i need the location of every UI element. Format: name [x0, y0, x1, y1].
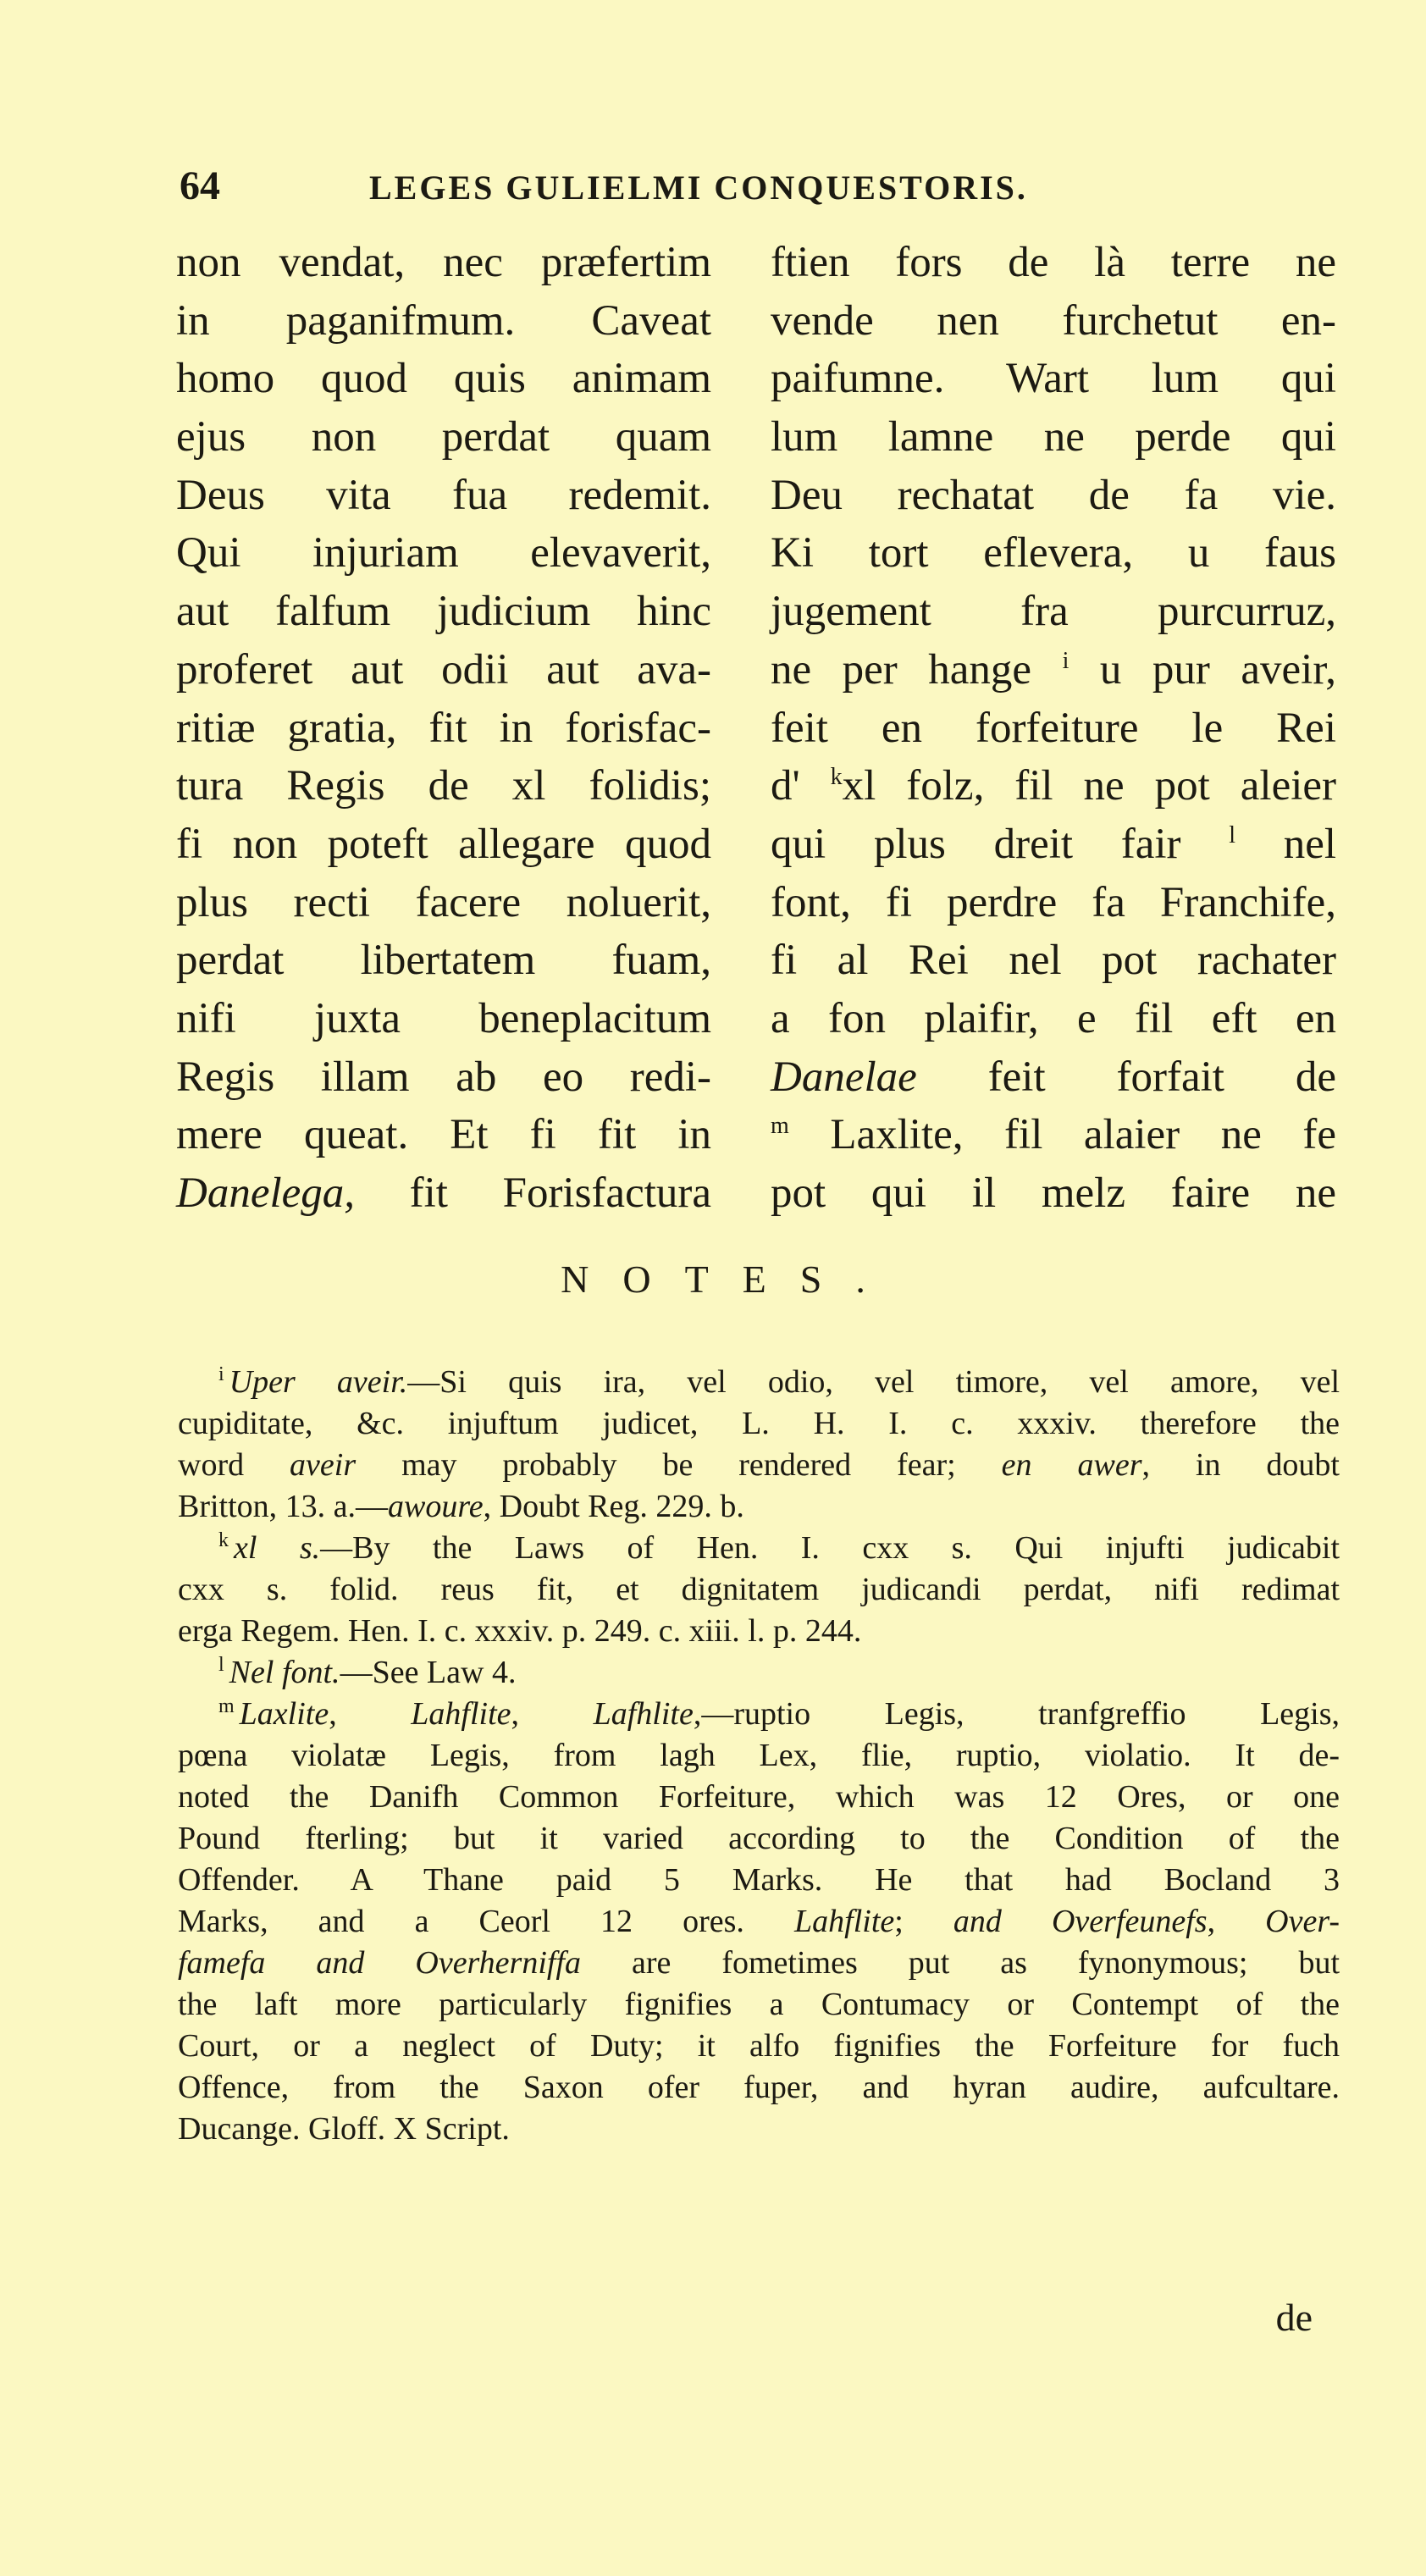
note-italic: and Overfeunefs	[953, 1904, 1208, 1939]
note-line	[178, 1445, 1340, 1486]
note-text: word	[178, 1447, 290, 1483]
french-line: ftien fors de là terre ne	[771, 239, 1336, 286]
french-line: fi al Rei nel pot rachater	[771, 937, 1336, 985]
note-text: , Doubt Reg. 229. b.	[483, 1489, 744, 1524]
french-line: paifumne. Wart lum qui	[771, 355, 1336, 403]
note-text: are fometimes put as fynonymous; but	[581, 1945, 1340, 1981]
latin-line: Regis illam ab eo redi-	[176, 1053, 711, 1101]
note-marker: m	[218, 1695, 235, 1718]
latin-line: ejus non perdat quam	[176, 413, 711, 462]
note-text: ,	[1207, 1904, 1266, 1939]
french-text: u pur aveir,	[1099, 645, 1337, 694]
note-italic: Lahflite	[411, 1696, 511, 1732]
french-text: feit forfait de	[987, 1053, 1336, 1101]
note-line	[178, 1694, 1340, 1735]
note-text: ,	[511, 1696, 594, 1732]
note-line: erga Regem. Hen. I. c. xxxiv. p. 249. c. xiii. l. p. 244.	[178, 1613, 862, 1649]
note-italic: famefa and Overherniffa	[178, 1945, 581, 1981]
note-line: Offence, from the Saxon ofer fuper, and hyran audire, aufcultare.	[178, 2070, 1340, 2105]
french-line: font, fi perdre fa Franchife,	[771, 878, 1336, 926]
note-text: Britton, 13. a.—	[178, 1489, 389, 1524]
page-header	[180, 163, 1263, 213]
note-line	[178, 1528, 1340, 1569]
running-head: LEGES GULIELMI CONQUESTORIS.	[369, 169, 1028, 207]
french-text: nel	[1283, 820, 1337, 868]
french-line: a fon plaifir, e fil eft en	[771, 994, 1336, 1042]
footnote-marker: k	[830, 764, 843, 791]
note-line: Court, or a neglect of Duty; it alfo fignifies the Forfeiture for fuch	[178, 2028, 1340, 2064]
french-italic-text: Danelae	[771, 1053, 917, 1101]
latin-line: mere queat. Et fi fit in	[176, 1111, 711, 1159]
french-line: Ki tort eflevera, u faus	[771, 529, 1336, 578]
page-number: 64	[180, 163, 220, 208]
latin-line	[176, 1164, 711, 1223]
note-line	[178, 1362, 1340, 1403]
latin-line: fi non poteft allegare quod	[176, 820, 711, 868]
latin-line: ritiæ gratia, fit in forisfac-	[176, 704, 711, 752]
note-marker: k	[218, 1529, 229, 1552]
french-line	[771, 1048, 1336, 1107]
note-line	[178, 1901, 1340, 1943]
note-line	[178, 1486, 1340, 1528]
note-lemma: Nel font.	[229, 1655, 340, 1690]
note-line: the laft more particularly fignifies a Contumacy or Contempt of the	[178, 1987, 1340, 2022]
note-text: ,—ruptio Legis, tranfgreffio Legis,	[693, 1696, 1340, 1732]
french-line	[771, 641, 1336, 699]
note-italic: Lahflite	[794, 1904, 895, 1939]
french-line: jugement fra purcurruz,	[771, 588, 1336, 636]
latin-line: perdat libertatem fuam,	[176, 937, 711, 985]
note-text: , in doubt	[1141, 1447, 1340, 1483]
french-line: vende nen furchetut en-	[771, 296, 1336, 345]
french-line	[771, 1106, 1336, 1164]
latin-line: tura Regis de xl folidis;	[176, 762, 711, 810]
note-text: ;	[894, 1904, 953, 1939]
french-text: ne per hange	[771, 645, 1032, 694]
french-text: qui plus dreit fair	[771, 820, 1181, 868]
french-text: Laxlite, fil alaier ne fe	[830, 1111, 1336, 1159]
latin-line: in paganifmum. Caveat	[176, 296, 711, 345]
note-text: Marks, and a Ceorl 12 ores.	[178, 1904, 795, 1939]
french-text: xl folz, fil ne pot aleier	[842, 762, 1336, 810]
note-line: cupiditate, &c. injuftum judicet, L. H. I. c. xxxiv. therefore the	[178, 1406, 1340, 1441]
note-line: Ducange. Gloff. X Script.	[178, 2111, 510, 2147]
note-m	[178, 1694, 1340, 2150]
latin-italic-text: Danelega,	[176, 1169, 356, 1217]
latin-line: proferet aut odii aut ava-	[176, 645, 711, 694]
notes-section	[178, 1362, 1340, 2150]
footnote-marker: l	[1229, 821, 1235, 849]
note-marker: i	[218, 1363, 224, 1386]
french-line: feit en forfeiture le Rei	[771, 704, 1336, 752]
french-line	[771, 815, 1336, 874]
latin-line: non vendat, nec præfertim	[176, 239, 711, 286]
note-text: may probably be rendered fear;	[356, 1447, 1002, 1483]
latin-text: fit Forisfactura	[355, 1169, 711, 1217]
latin-text-column	[176, 234, 711, 1223]
note-lemma: Uper aveir.	[229, 1364, 408, 1400]
latin-line: Qui injuriam elevaverit,	[176, 529, 711, 578]
note-line	[178, 1943, 1340, 1984]
note-line: noted the Danifh Common Forfeiture, which was 12 Ores, or one	[178, 1779, 1340, 1815]
note-line: cxx s. folid. reus fit, et dignitatem judicandi perdat, nifi redimat	[178, 1572, 1340, 1607]
note-l	[178, 1652, 1340, 1694]
note-line: Offender. A Thane paid 5 Marks. He that had Bocland 3	[178, 1862, 1340, 1898]
note-text: —Si quis ira, vel odio, vel timore, vel amore, vel	[407, 1364, 1340, 1400]
note-italic: en awer	[1001, 1447, 1142, 1483]
latin-line: homo quod quis animam	[176, 355, 711, 403]
note-line: pœna violatæ Legis, from lagh Lex, flie, ruptio, violatio. It de-	[178, 1738, 1340, 1773]
french-text-column	[771, 234, 1336, 1223]
note-italic: Lafhlite	[593, 1696, 694, 1732]
note-text: ,	[329, 1696, 412, 1732]
latin-line: Deus vita fua redemit.	[176, 471, 711, 519]
note-line: Pound fterling; but it varied according to the Condition of the	[178, 1821, 1340, 1856]
french-line: lum lamne ne perde qui	[771, 413, 1336, 462]
note-line	[178, 1652, 1340, 1694]
french-text: d'	[771, 762, 800, 810]
note-text: —See Law 4.	[340, 1655, 517, 1690]
note-italic: Over-	[1265, 1904, 1340, 1939]
notes-heading: NOTES.	[561, 1258, 899, 1301]
note-i	[178, 1362, 1340, 1528]
latin-line: nifi juxta beneplacitum	[176, 994, 711, 1042]
latin-line: aut falfum judicium hinc	[176, 588, 711, 636]
footnote-marker: i	[1062, 647, 1070, 674]
french-line: Deu rechatat de fa vie.	[771, 471, 1336, 519]
french-line: pot qui il melz faire ne	[771, 1169, 1336, 1217]
note-italic: aveir	[290, 1447, 356, 1483]
note-k	[178, 1528, 1340, 1652]
note-text: —By the Laws of Hen. I. cxx s. Qui injufti judicabit	[320, 1530, 1340, 1566]
catchword: de	[1275, 2296, 1313, 2339]
french-line	[771, 757, 1336, 815]
note-lemma: xl s.	[234, 1530, 321, 1566]
note-marker: l	[218, 1654, 224, 1677]
note-italic: awoure	[388, 1489, 484, 1524]
latin-line: plus recti facere noluerit,	[176, 878, 711, 926]
footnote-marker: m	[771, 1113, 789, 1140]
note-lemma: Laxlite	[239, 1696, 329, 1732]
